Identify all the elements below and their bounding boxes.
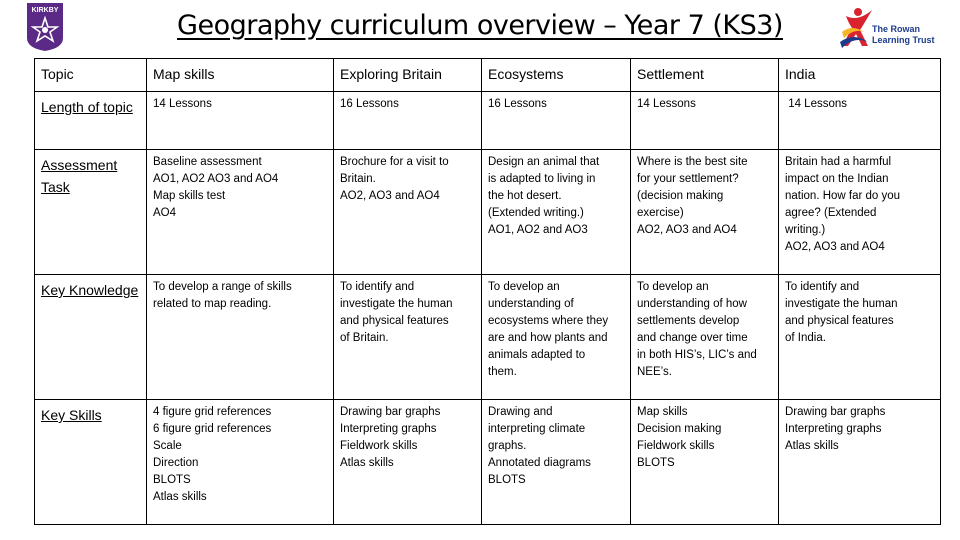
table-cell [482, 400, 631, 525]
table-cell [631, 400, 779, 525]
topic-row [35, 59, 941, 92]
cell-line: Map skills [637, 406, 688, 418]
cell-line: understanding of [488, 298, 574, 310]
table-row-key-skills [35, 400, 941, 525]
trust-logo-text: The Rowan Learning Trust [872, 24, 935, 45]
cell-line: Atlas skills [153, 491, 207, 503]
cell-line: To develop an [637, 281, 709, 293]
header [0, 0, 960, 58]
table-cell [631, 150, 779, 275]
cell-line: BLOTS [488, 474, 526, 486]
cell-line: related to map reading. [153, 298, 272, 310]
curriculum-table [34, 58, 941, 525]
cell-line: (Extended writing.) [488, 207, 584, 219]
cell-line: Drawing and [488, 406, 553, 418]
cell-line: investigate the human [340, 298, 453, 310]
cell-line: writing.) [785, 224, 826, 236]
cell-line: To identify and [340, 281, 415, 293]
cell-line: AO4 [153, 207, 177, 219]
cell-line: 6 figure grid references [153, 423, 272, 435]
table-cell [334, 400, 482, 525]
cell-line: interpreting climate [488, 423, 586, 435]
cell-line: Brochure for a visit to [340, 156, 449, 168]
cell-line: of India. [785, 332, 826, 344]
table-cell: 14 Lessons [779, 92, 941, 150]
table-cell [334, 275, 482, 400]
table-cell: 14 Lessons [631, 92, 779, 150]
table-cell: 16 Lessons [334, 92, 482, 150]
cell-line: of Britain. [340, 332, 389, 344]
cell-line: graphs. [488, 440, 527, 452]
cell-line: understanding of how [637, 298, 747, 310]
cell-line: for your settlement? [637, 173, 739, 185]
cell-line: Where is the best site [637, 156, 748, 168]
cell-line: Interpreting graphs [785, 423, 882, 435]
cell-line: are and how plants and [488, 332, 608, 344]
cell-line: Interpreting graphs [340, 423, 437, 435]
cell-line: (decision making [637, 190, 724, 202]
table-cell [147, 150, 334, 275]
cell-line: settlements develop [637, 315, 740, 327]
table-cell [147, 275, 334, 400]
cell-line: Atlas skills [785, 440, 839, 452]
cell-line: Direction [153, 457, 199, 469]
cell-line: AO2, AO3 and AO4 [785, 241, 885, 253]
row-label-length-of-topic: Length of topic [35, 92, 147, 150]
cell-line: and change over time [637, 332, 748, 344]
cell-line: Map skills test [153, 190, 226, 202]
cell-line: BLOTS [637, 457, 675, 469]
cell-line: Scale [153, 440, 182, 452]
cell-line: To develop a range of skills [153, 281, 292, 293]
cell-line: Fieldwork skills [340, 440, 418, 452]
table-cell [779, 400, 941, 525]
table-row-key-knowledge [35, 275, 941, 400]
cell-line: ecosystems where they [488, 315, 609, 327]
column-header-india: India [779, 59, 941, 92]
row-label-topic: Topic [35, 59, 147, 92]
row-label-assessment-task: Assessment Task [35, 150, 147, 275]
cell-line: Drawing bar graphs [340, 406, 441, 418]
row-label-key-knowledge: Key Knowledge [35, 275, 147, 400]
cell-line: Design an animal that [488, 156, 600, 168]
table-cell [334, 150, 482, 275]
column-header-settlement: Settlement [631, 59, 779, 92]
cell-line: Decision making [637, 423, 722, 435]
cell-line: exercise) [637, 207, 684, 219]
cell-line: and physical features [340, 315, 449, 327]
table-row-assessment [35, 150, 941, 275]
cell-line: impact on the Indian [785, 173, 889, 185]
cell-line: investigate the human [785, 298, 898, 310]
table-cell [482, 150, 631, 275]
table-row-length [35, 92, 941, 150]
cell-line: the hot desert. [488, 190, 562, 202]
table-cell [147, 400, 334, 525]
cell-line: Britain had a harmful [785, 156, 892, 168]
table-cell: 16 Lessons [482, 92, 631, 150]
cell-line: NEE’s. [637, 366, 672, 378]
cell-line: animals adapted to [488, 349, 586, 361]
column-header-map-skills: Map skills [147, 59, 334, 92]
cell-line: Annotated diagrams [488, 457, 591, 469]
table-cell: 14 Lessons [147, 92, 334, 150]
cell-line: and physical features [785, 315, 894, 327]
column-header-exploring-britain: Exploring Britain [334, 59, 482, 92]
svg-text:KIRKBY: KIRKBY [31, 7, 59, 14]
cell-line: Baseline assessment [153, 156, 262, 168]
cell-line: Atlas skills [340, 457, 394, 469]
cell-line: Drawing bar graphs [785, 406, 886, 418]
table-cell [779, 150, 941, 275]
cell-line: AO1, AO2 and AO3 [488, 224, 588, 236]
cell-line: Fieldwork skills [637, 440, 715, 452]
cell-line: AO2, AO3 and AO4 [637, 224, 737, 236]
cell-line: AO2, AO3 and AO4 [340, 190, 440, 202]
cell-line: in both HIS’s, LIC’s and [637, 349, 757, 361]
cell-line: them. [488, 366, 517, 378]
cell-line: nation. How far do you [785, 190, 901, 202]
trust-logo [838, 2, 942, 54]
cell-line: AO1, AO2 AO3 and AO4 [153, 173, 279, 185]
cell-line: To develop an [488, 281, 560, 293]
column-header-ecosystems: Ecosystems [482, 59, 631, 92]
row-label-key-skills: Key Skills [35, 400, 147, 525]
table-cell [631, 275, 779, 400]
page-title: Geography curriculum overview – Year 7 (KS3) [177, 10, 783, 41]
table-cell [779, 275, 941, 400]
cell-line: agree? (Extended [785, 207, 877, 219]
cell-line: Britain. [340, 173, 376, 185]
cell-line: To identify and [785, 281, 860, 293]
cell-line: is adapted to living in [488, 173, 596, 185]
cell-line: 4 figure grid references [153, 406, 272, 418]
cell-line: BLOTS [153, 474, 191, 486]
table-cell [482, 275, 631, 400]
